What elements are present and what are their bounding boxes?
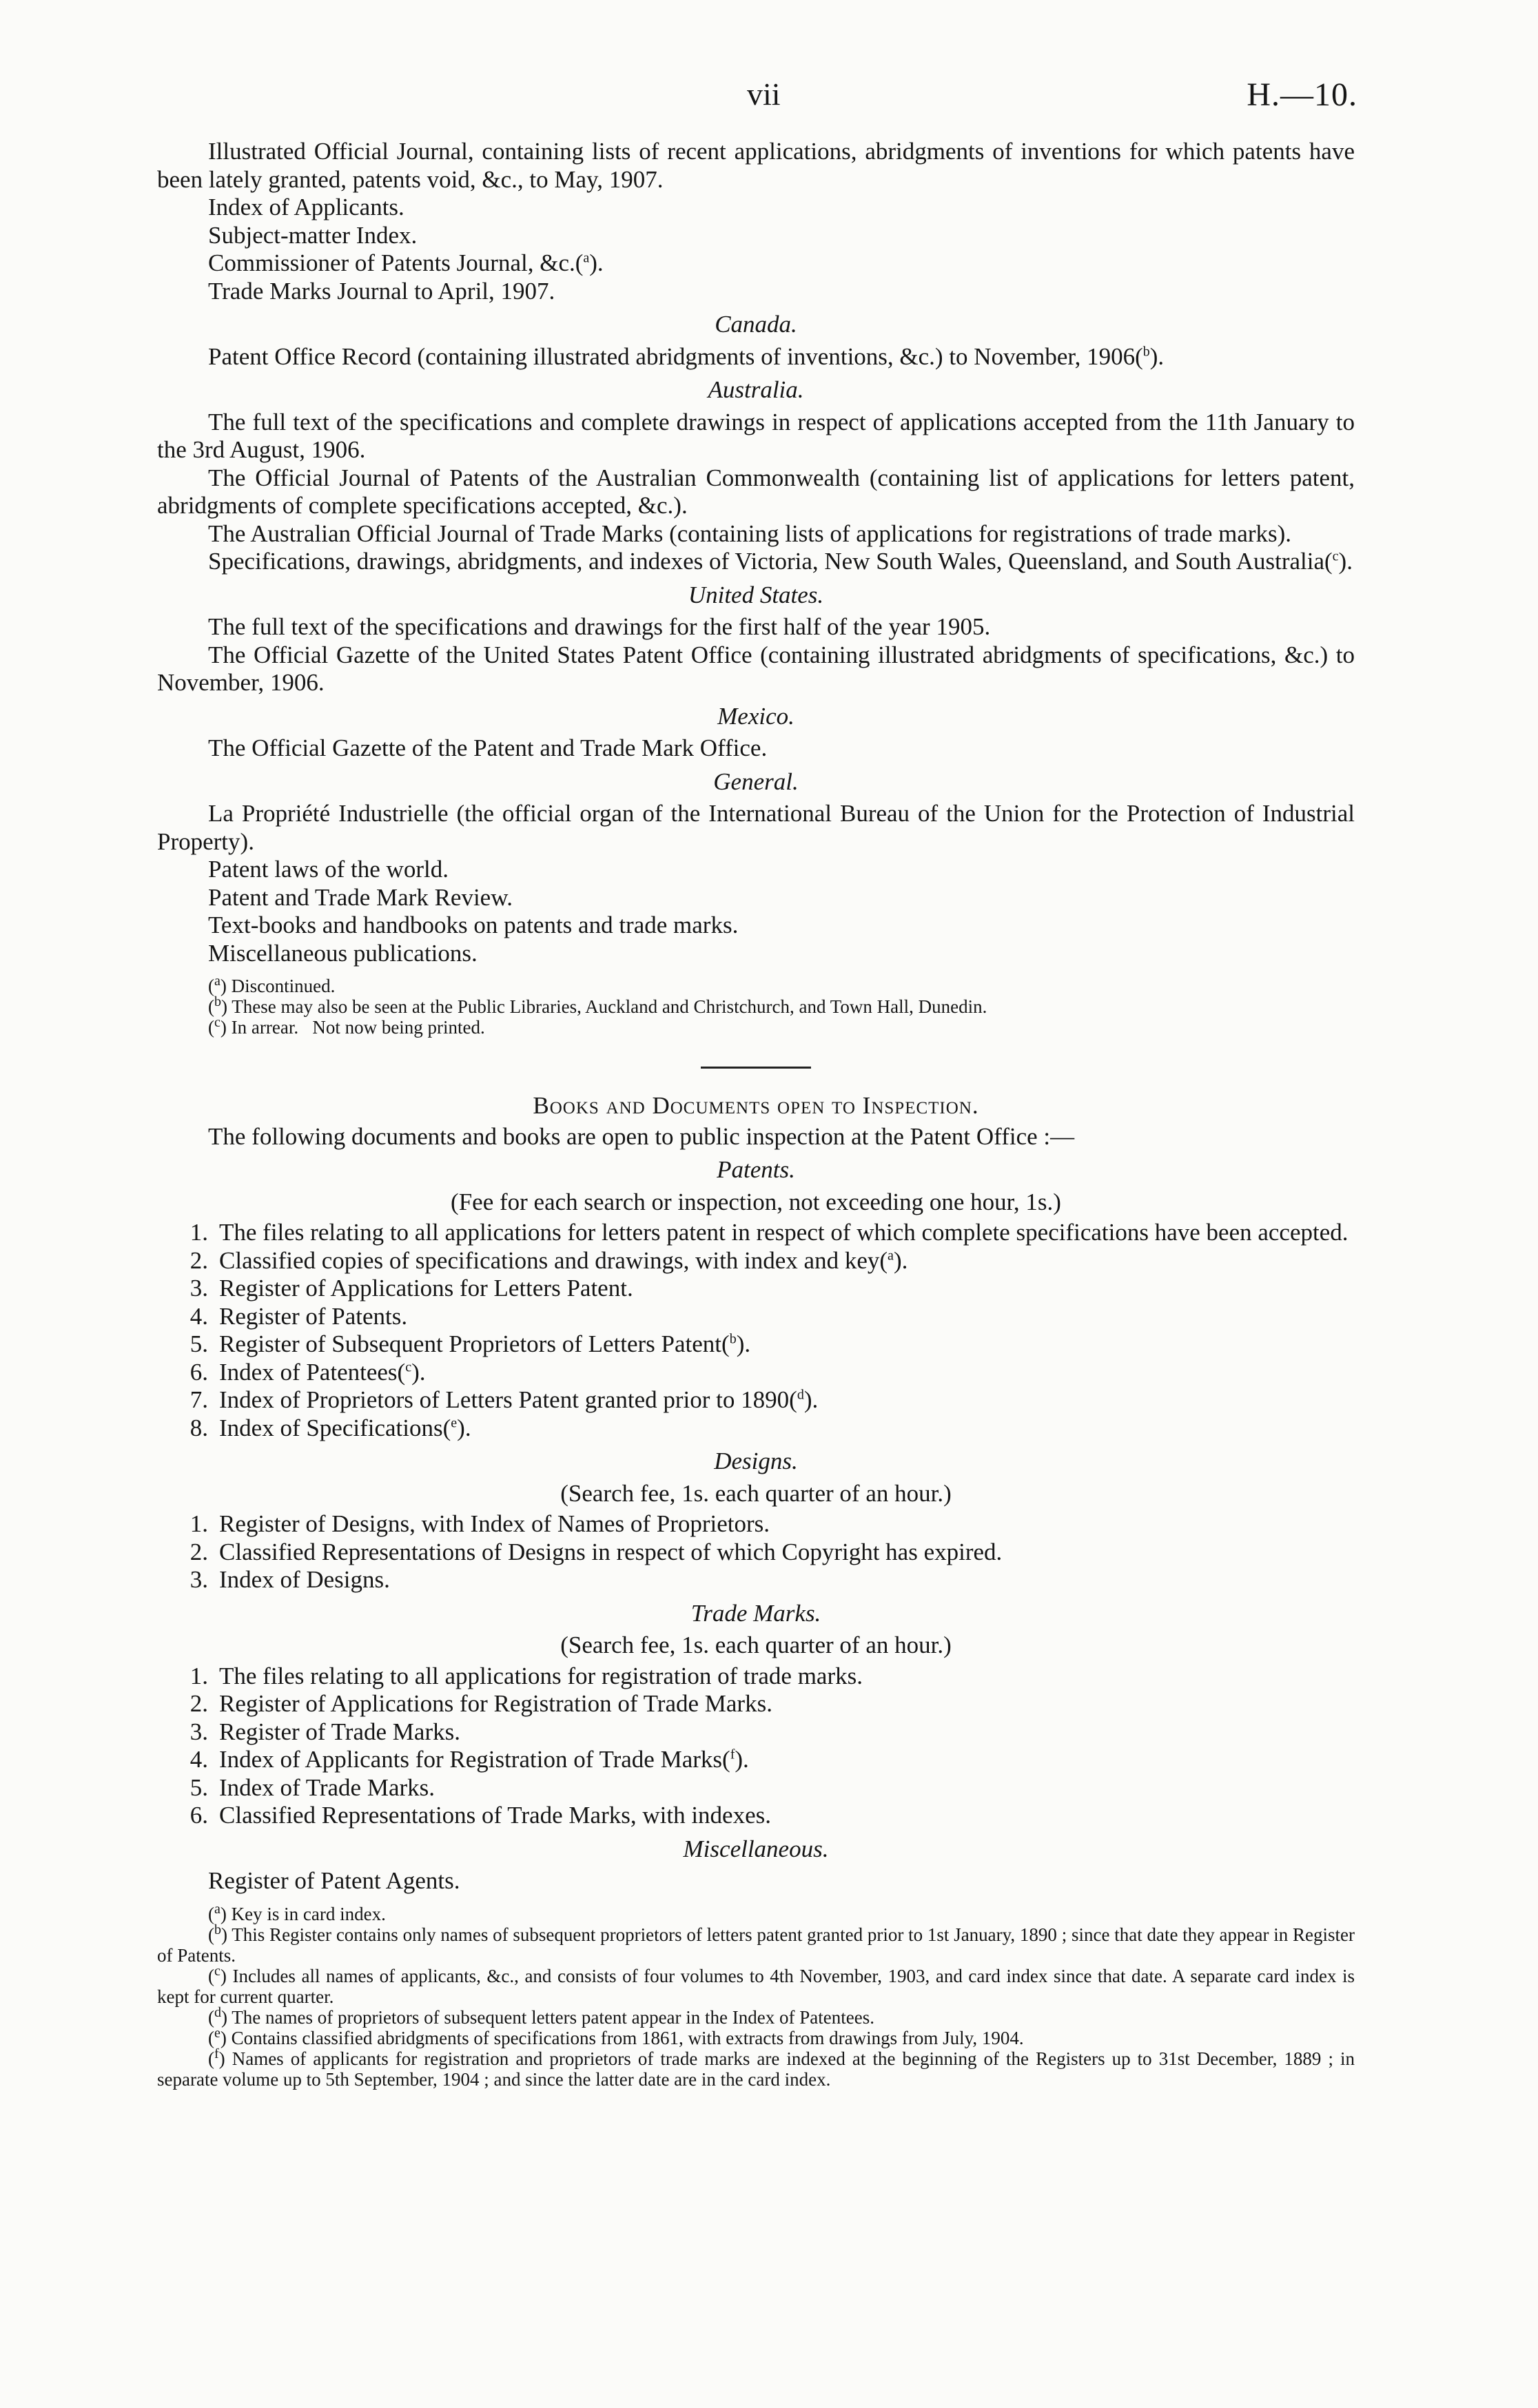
section-heading-united-states: United States. <box>688 581 824 608</box>
footnote-text: Key is in card index. <box>231 1903 386 1924</box>
item-number: 1. <box>189 1510 208 1537</box>
item-text: Register of Patents. <box>219 1302 408 1330</box>
item-text: Register of Applications for Letters Patent. <box>219 1275 633 1301</box>
footnote: ($^b$) These may also be seen at the Public Libraries, Auckland and Christchurch, and Town Hall, Dunedin. <box>208 994 987 1017</box>
footnotes-top <box>157 976 1355 1038</box>
footnote-marker: b <box>214 994 221 1009</box>
patents-list <box>157 1219 1355 1442</box>
footnote-marker: e <box>451 1414 458 1430</box>
section-heading-trade-marks: Trade Marks. <box>690 1599 821 1627</box>
list-item <box>157 1774 1355 1802</box>
item-text: The files relating to all applications for registration of trade marks. <box>219 1662 863 1689</box>
list-item <box>157 1303 1355 1331</box>
inspection-heading: Books and Documents open to Inspection. <box>533 1092 979 1119</box>
item-text: Specifications, drawings, abridgments, and indexes of Victoria, New South Wales, Queensland, and South Australia( <box>208 548 1333 575</box>
footnote-marker: f <box>730 1747 735 1762</box>
section-heading-canada: Canada. <box>715 311 797 338</box>
footnote-marker: d <box>214 2004 221 2020</box>
item-text: Classified copies of specifications and drawings, with index and key( <box>219 1246 888 1274</box>
list-item <box>157 1510 1355 1539</box>
patents-fee: (Fee for each search or inspection, not exceeding one hour, 1s.) <box>451 1188 1061 1215</box>
item-text: Index of Designs. <box>219 1566 390 1593</box>
footnote-marker: a <box>888 1247 894 1263</box>
footnote: ($^d$) The names of proprietors of subsequent letters patent appear in the Index of Patentees. <box>208 2004 874 2028</box>
footnote: ($^e$) Contains classified abridgments of specifications from 1861, with extracts from drawings from July, 1904. <box>208 2025 1024 2048</box>
item-number: 7. <box>189 1386 208 1413</box>
footnote-text: Discontinued. <box>231 976 336 996</box>
footnote: ($^b$) This Register contains only names of subsequent proprietors of letters patent granted prior to 1st January, 1890 ; since that date they appear in Register of Patents. <box>157 1922 1355 1966</box>
item-text: Index of Applicants for Registration of Trade Marks( <box>219 1746 730 1773</box>
item-text: ). <box>1149 342 1165 370</box>
item-number: 2. <box>189 1538 208 1565</box>
item-text: Classified Representations of Trade Marks, with indexes. <box>219 1802 772 1829</box>
designs-fee: (Search fee, 1s. each quarter of an hour.) <box>560 1479 952 1507</box>
item-number: 3. <box>189 1566 208 1593</box>
list-item: 8. Index of Specifications($^e$). <box>157 1414 1355 1443</box>
page-number: vii <box>747 76 781 112</box>
section-heading-miscellaneous: Miscellaneous. <box>683 1835 829 1862</box>
footnote-text: Names of applicants for registration and proprietors of trade marks are indexed at the beginning of the Registers up to 31st December, 1889 ; in separate volume up to 5th September, 1904 ; and since the latter date are in the card index. <box>157 2048 1355 2090</box>
list-item <box>157 1802 1355 1830</box>
footnote-text: Contains classified abridgments of specifications from 1861, with extracts from drawings from July, 1904. <box>231 2027 1024 2048</box>
list-item <box>157 249 1355 278</box>
australia-paragraph <box>157 548 1355 576</box>
list-item: 7. Index of Proprietors of Letters Patent granted prior to 1890($^d$). <box>157 1386 1355 1414</box>
footnote-marker: a <box>214 1901 221 1917</box>
designs-list <box>157 1510 1355 1594</box>
list-item <box>157 1663 1355 1691</box>
footnote-marker: c <box>214 1963 221 1979</box>
list-item <box>157 1275 1355 1303</box>
footnote-text: Includes all names of applicants, &c., and consists of four volumes to 4th November, 1903, and card index since that date. A separate card index is kept for current quarter. <box>157 1965 1355 2007</box>
item-number: 1. <box>189 1662 208 1689</box>
list-item: Trade Marks Journal to April, 1907. <box>208 277 555 305</box>
footnote-text: In arrear. Not now being printed. <box>231 1017 485 1038</box>
miscellaneous-text: Register of Patent Agents. <box>208 1867 460 1894</box>
mexico-text: The Official Gazette of the Patent and Trade Mark Office. <box>208 734 768 761</box>
list-item <box>157 1718 1355 1747</box>
footnote-marker: a <box>583 250 590 266</box>
item-number: 2. <box>189 1246 208 1274</box>
item-text: Register of Subsequent Proprietors of Letters Patent( <box>219 1330 730 1357</box>
inspection-intro: The following documents and books are open to public inspection at the Patent Office :— <box>208 1122 1075 1150</box>
item-text: ). <box>1338 548 1353 575</box>
trade-marks-fee: (Search fee, 1s. each quarter of an hour.) <box>560 1632 952 1658</box>
general-first-paragraph: La Propriété Industrielle (the official organ of the International Bureau of the Union for the Protection of Industrial Property). <box>157 800 1355 855</box>
us-paragraph: The Official Gazette of the United States Patent Office (containing illustrated abridgments of specifications, &c.) to November, 1906. <box>157 641 1355 696</box>
item-text: Register of Applications for Registration of Trade Marks. <box>219 1690 772 1717</box>
item-number: 8. <box>189 1414 208 1441</box>
footnote-text: These may also be seen at the Public Libraries, Auckland and Christchurch, and Town Hall, Dunedin. <box>232 996 987 1017</box>
item-text: Patent Office Record (containing illustrated abridgments of inventions, &c.) to November, 1906( <box>208 342 1143 370</box>
footnote-text: The names of proprietors of subsequent letters patent appear in the Index of Patentees. <box>232 2006 874 2028</box>
footnote-marker: b <box>1142 343 1150 359</box>
item-text: Classified Representations of Designs in respect of which Copyright has expired. <box>219 1538 1003 1565</box>
item-text: Index of Patentees( <box>219 1358 406 1386</box>
journal-description: Illustrated Official Journal, containing lists of recent applications, abridgments of inventions for which patents have been lately granted, patents void, &c., to May, 1907. <box>157 138 1355 193</box>
footnote-marker: d <box>797 1387 804 1403</box>
item-number: 3. <box>189 1718 208 1745</box>
list-item: Index of Applicants. <box>208 194 404 220</box>
australia-paragraph: The Australian Official Journal of Trade Marks (containing lists of applications for registrations of trade marks). <box>208 519 1292 547</box>
item-text: Index of Trade Marks. <box>219 1773 435 1801</box>
item-text: The files relating to all applications for letters patent in respect of which complete specifications have been accepted. <box>219 1219 1349 1246</box>
footnote-marker: b <box>729 1331 737 1347</box>
us-paragraph: The full text of the specifications and drawings for the first half of the year 1905. <box>208 613 991 640</box>
footnote: ($^c$) Includes all names of applicants, &c., and consists of four volumes to 4th November, 1903, and card index since that date. A separate card index is kept for current quarter. <box>157 1963 1355 2007</box>
section-heading-patents: Patents. <box>717 1156 795 1183</box>
list-item: 2. Classified copies of specifications and drawings, with index and key($^a$). <box>157 1247 1355 1275</box>
item-text: Index of Specifications( <box>219 1414 451 1441</box>
list-item: Patent laws of the world. <box>208 856 449 883</box>
item-number: 4. <box>189 1302 208 1330</box>
footnote-marker: c <box>1332 548 1339 564</box>
section-heading-general: General. <box>713 768 799 795</box>
section-heading-australia: Australia. <box>708 376 804 403</box>
australia-paragraph: The full text of the specifications and complete drawings in respect of applications accepted from the 11th January to the 3rd August, 1906. <box>157 408 1355 463</box>
report-reference: H.—10. <box>1247 76 1357 113</box>
list-item: 6. Index of Patentees($^c$). <box>157 1359 1355 1387</box>
item-text: Register of Designs, with Index of Names of Proprietors. <box>219 1510 770 1537</box>
australia-paragraph: The Official Journal of Patents of the Australian Commonwealth (containing list of applications for letters patent, abridgments of complete specifications accepted, &c.). <box>157 464 1355 519</box>
footnote-marker: b <box>214 1922 221 1937</box>
canada-text <box>157 343 1355 371</box>
item-text: Register of Trade Marks. <box>219 1718 460 1745</box>
list-item <box>157 1219 1355 1247</box>
section-heading-designs: Designs. <box>714 1448 798 1474</box>
list-item: 5. Register of Subsequent Proprietors of Letters Patent($^b$). <box>157 1330 1355 1359</box>
section-divider <box>701 1067 811 1069</box>
list-item: Patent and Trade Mark Review. <box>208 883 513 911</box>
footnote-text: This Register contains only names of subsequent proprietors of letters patent granted prior to 1st January, 1890 ; since that date they appear in Register of Patents. <box>157 1924 1355 1966</box>
footnote-marker: e <box>214 2025 221 2041</box>
item-number: 6. <box>189 1802 208 1829</box>
list-item <box>157 1566 1355 1594</box>
footnote-marker: c <box>214 1015 221 1030</box>
trade-marks-list <box>157 1663 1355 1830</box>
item-number: 4. <box>189 1746 208 1773</box>
footnote-marker: c <box>405 1359 412 1375</box>
item-number: 3. <box>189 1275 208 1301</box>
footnote: ($^a$) Key is in card index. <box>208 1901 386 1924</box>
page-body <box>157 138 1355 2090</box>
list-item: 4. Index of Applicants for Registration of Trade Marks($^f$). <box>157 1746 1355 1774</box>
item-number: 2. <box>189 1690 208 1717</box>
item-number: 5. <box>189 1773 208 1801</box>
list-item: Miscellaneous publications. <box>208 939 478 967</box>
footnote: ($^c$) In arrear. Not now being printed. <box>208 1015 485 1038</box>
item-text: Index of Proprietors of Letters Patent granted prior to 1890( <box>219 1386 797 1413</box>
section-heading-mexico: Mexico. <box>717 702 794 730</box>
list-item <box>157 1690 1355 1718</box>
list-item: Subject-matter Index. <box>208 221 418 249</box>
list-item <box>157 1539 1355 1567</box>
footnote: ($^f$) Names of applicants for registration and proprietors of trade marks are indexed at the beginning of the Registers up to 31st December, 1889 ; in separate volume up to 5th September, 1904 ; and since the latter date are in the card index. <box>157 2046 1355 2090</box>
footnote-marker: a <box>214 974 221 989</box>
item-text: Commissioner of Patents Journal, &c.( <box>208 249 584 276</box>
footnote-marker: f <box>214 2046 219 2061</box>
footnote: ($^a$) Discontinued. <box>208 974 336 996</box>
footnotes-bottom <box>157 1901 1355 2090</box>
item-number: 6. <box>189 1358 208 1386</box>
list-item: Text-books and handbooks on patents and trade marks. <box>208 912 739 938</box>
item-number: 1. <box>189 1219 208 1246</box>
item-text: ). <box>589 249 604 276</box>
page-header <box>0 76 1538 117</box>
item-number: 5. <box>189 1330 208 1357</box>
